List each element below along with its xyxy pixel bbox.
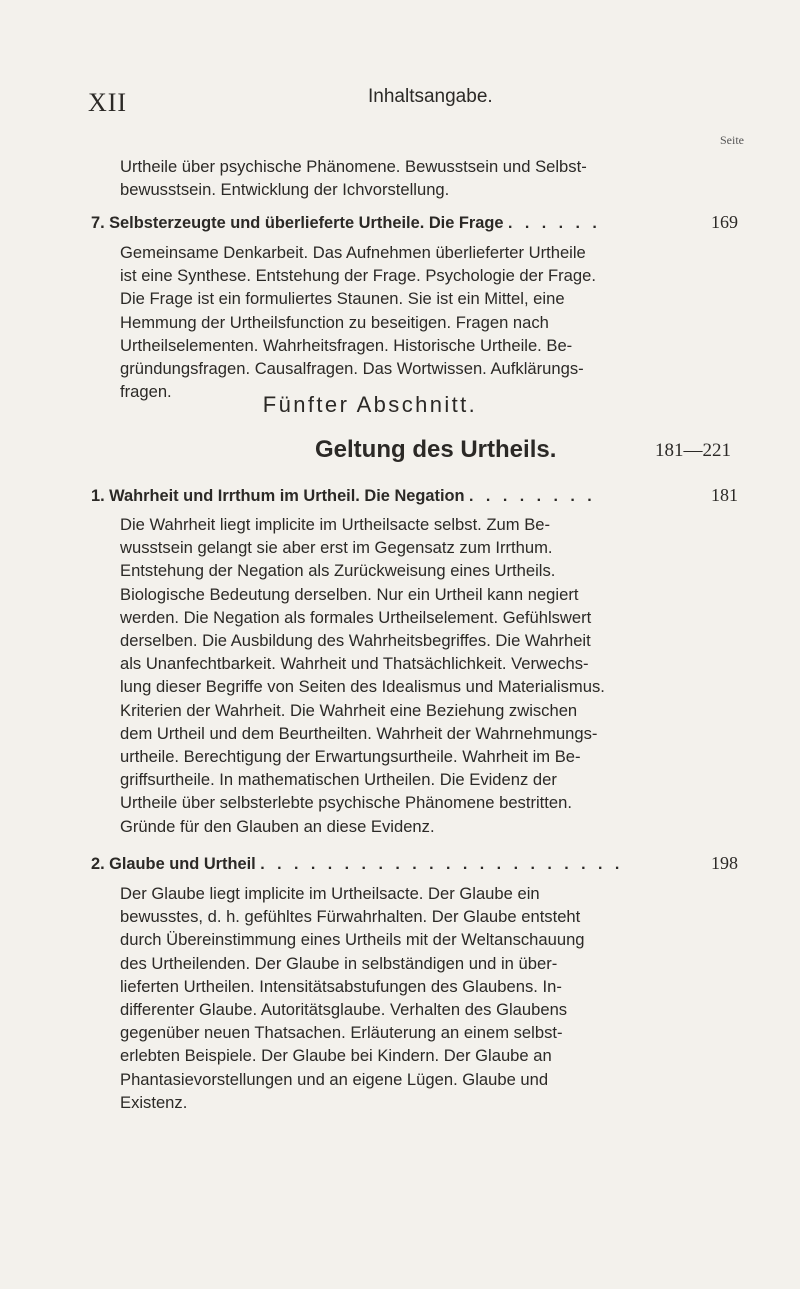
page-column-label: Seite xyxy=(720,133,744,147)
text-line: werden. Die Negation als formales Urtheilselement. Gefühlswert xyxy=(120,607,592,627)
entry-title: Glaube und Urtheil xyxy=(109,855,256,873)
text-line: bewusstes, d. h. gefühltes Fürwahrhalten. Der Glaube entsteht xyxy=(120,907,581,927)
text-line: dem Urtheil und dem Beurtheilten. Wahrheit der Wahrnehmungs- xyxy=(120,723,598,743)
text-line: Die Frage ist ein formuliertes Staunen. Sie ist ein Mittel, eine xyxy=(120,289,565,309)
text-line: fragen. xyxy=(120,382,172,402)
page-number: 181 xyxy=(711,485,738,505)
entry-number: 2. xyxy=(91,855,105,873)
leader-dots: . . . . . . . . . . . . . . . . . . . . . . xyxy=(260,856,624,873)
text-line: Gründe für den Glauben an diese Evidenz. xyxy=(120,816,435,836)
text-line: Existenz. xyxy=(120,1092,188,1112)
text-line: als Unanfechtbarkeit. Wahrheit und Thatsächlichkeit. Verwechs- xyxy=(120,654,589,674)
entry-title: Wahrheit und Irrthum im Urtheil. Die Negation xyxy=(109,487,465,505)
text-line: Die Wahrheit liegt implicite im Urtheilsacte selbst. Zum Be- xyxy=(120,515,551,534)
text-line: wusstsein gelangt sie aber erst im Gegensatz zum Irrthum. xyxy=(120,538,553,558)
toc-entry-7 xyxy=(91,214,738,238)
text-line: Urtheile über selbsterlebte psychische Phänomene bestritten. xyxy=(120,793,572,813)
entry-number: 1. xyxy=(91,487,105,505)
entry-2-summary xyxy=(120,882,736,1114)
leader-dots: . . . . . . . . xyxy=(469,488,596,505)
text-line: differenter Glaube. Autoritätsglaube. Verhalten des Glaubens xyxy=(120,1000,568,1020)
text-line: des Urtheilenden. Der Glaube in selbständigen und in über- xyxy=(120,953,558,973)
text-line: bewusstsein. Entwicklung der Ichvorstellung. xyxy=(120,180,450,200)
text-line: gegenüber neuen Thatsachen. Erläuterung an einem selbst- xyxy=(120,1023,563,1043)
text-line: erlebten Beispiele. Der Glaube bei Kindern. Der Glaube an xyxy=(120,1046,552,1066)
entry-number: 7. xyxy=(91,214,105,232)
text-line: Entstehung der Negation als Zurückweisung eines Urtheils. xyxy=(120,561,556,581)
text-line: ist eine Synthese. Entstehung der Frage. Psychologie der Frage. xyxy=(120,266,596,286)
page-number: 169 xyxy=(711,212,738,232)
text-line: lieferten Urtheilen. Intensitätsabstufungen des Glaubens. In- xyxy=(120,976,562,996)
text-line: Phantasievorstellungen und an eigene Lügen. Glaube und xyxy=(120,1069,549,1089)
entry-title: Selbsterzeugte und überlieferte Urtheile. Die Frage xyxy=(109,214,504,232)
text-line: Kriterien der Wahrheit. Die Wahrheit eine Beziehung zwischen xyxy=(120,700,578,720)
leader-dots: . . . . . . xyxy=(507,215,601,232)
text-line: Urtheilselementen. Wahrheitsfragen. Historische Urtheile. Be- xyxy=(120,335,573,355)
page-number: 198 xyxy=(711,853,738,873)
text-line: griffsurtheile. In mathematischen Urtheilen. Die Evidenz der xyxy=(120,770,557,790)
section-heading: Fünfter Abschnitt. xyxy=(262,392,478,417)
text-line: derselben. Die Ausbildung des Wahrheitsbegriffes. Die Wahrheit xyxy=(120,631,591,651)
text-line: Biologische Bedeutung derselben. Nur ein Urtheil kann negiert xyxy=(120,584,579,604)
text-line: urtheile. Berechtigung der Erwartungsurtheile. Wahrheit im Be- xyxy=(120,747,581,767)
page-folio: XII xyxy=(88,88,128,117)
text-line: gründungsfragen. Causalfragen. Das Wortwissen. Aufklärungs- xyxy=(120,359,584,379)
text-line: Gemeinsame Denkarbeit. Das Aufnehmen überlieferter Urtheile xyxy=(120,243,586,262)
text-line: durch Übereinstimmung eines Urtheils mit der Weltanschauung xyxy=(120,930,585,950)
text-line: Hemmung der Urtheilsfunction zu beseitigen. Fragen nach xyxy=(120,312,549,332)
toc-entry-2 xyxy=(91,855,738,879)
text-line: lung dieser Begriffe von Seiten des Idealismus und Materialismus. xyxy=(120,677,605,697)
running-head: Inhaltsangabe. xyxy=(368,86,493,107)
section-page-range: 181—221 xyxy=(655,440,731,461)
entry-1-summary xyxy=(120,513,738,838)
toc-entry-1 xyxy=(91,487,738,511)
entry-7-summary xyxy=(120,241,740,403)
text-line: Der Glaube liegt implicite im Urtheilsacte. Der Glaube ein xyxy=(120,884,540,903)
continuation-text xyxy=(120,155,723,201)
text-line: Urtheile über psychische Phänomene. Bewusstsein und Selbst- xyxy=(120,157,587,176)
section-title: Geltung des Urtheils. xyxy=(315,436,557,463)
